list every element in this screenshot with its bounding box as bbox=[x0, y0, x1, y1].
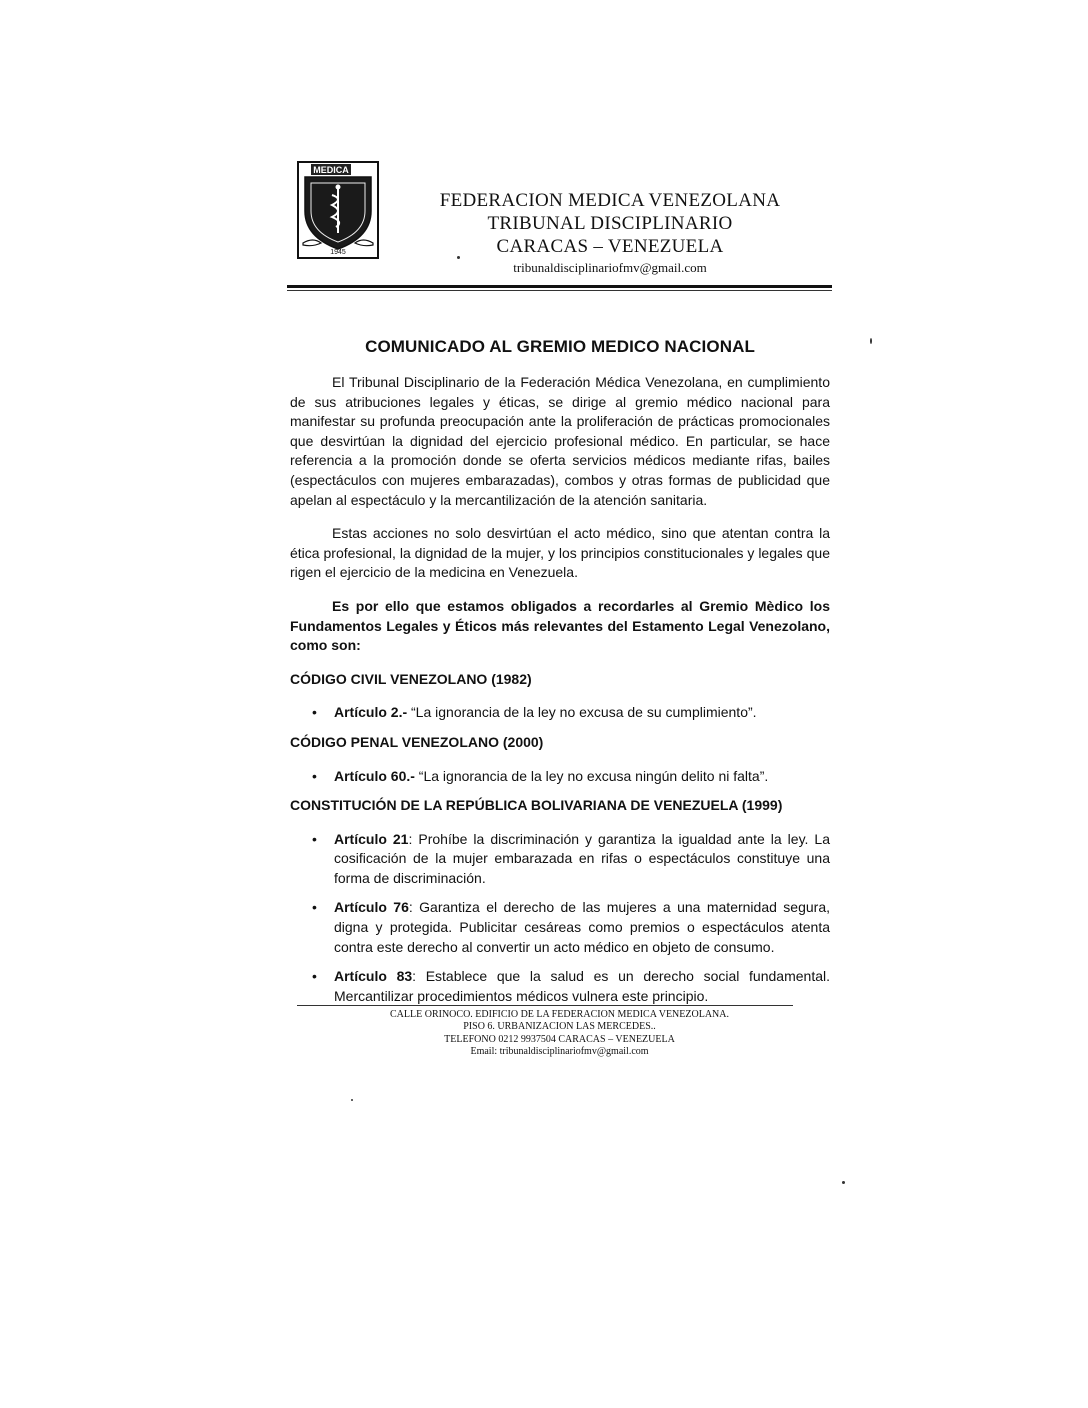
bullet-icon: • bbox=[312, 830, 317, 847]
article-text: “La ignorancia de la ley no excusa ningún delito ni falta”. bbox=[414, 767, 769, 784]
footer-line: TELEFONO 0212 9937504 CARACAS – VENEZUELA bbox=[444, 1033, 675, 1045]
list-item bbox=[290, 967, 830, 1006]
org-city: CARACAS – VENEZUELA bbox=[496, 236, 724, 257]
article-text: : Garantiza el derecho de las mujeres a una maternidad segura, digna y protegida. Publicitar cesáreas como premios o espectáculos atenta contra este derecho al convertir un acto médico en objeto de consumo. bbox=[334, 899, 830, 955]
list-item bbox=[290, 898, 830, 957]
article-label: Artículo 60.- bbox=[334, 767, 415, 784]
article-list bbox=[290, 767, 830, 787]
bullet-icon: • bbox=[312, 899, 317, 916]
footer-email: Email: tribunaldisciplinariofmv@gmail.com bbox=[470, 1046, 649, 1058]
article-text: : Prohíbe la discriminación y garantiza la igualdad ante la ley. La cosificación de la mujer embarazada en rifas o espectáculos constituye una forma de discriminación. bbox=[334, 830, 830, 886]
bullet-icon: • bbox=[312, 968, 317, 985]
list-item bbox=[290, 830, 830, 889]
list-item bbox=[290, 703, 830, 723]
logo-text-top: MEDICA bbox=[313, 165, 349, 175]
footer-line: CALLE ORINOCO. EDIFICIO DE LA FEDERACION MEDICA VENEZOLANA. bbox=[390, 1009, 729, 1020]
logo-year: 1945 bbox=[330, 249, 346, 256]
article-label: Artículo 76 bbox=[334, 899, 409, 916]
paragraph: El Tribunal Disciplinario de la Federación Médica Venezolana, en cumplimiento de sus atribuciones legales y éticas, se dirige al gremio médico nacional para manifestar su profunda preocupación ante la proliferación de prácticas promocionales que desvirtúan la dignidad del ejercicio profesional médico. En particular, se hace referencia a la promoción donde se oferta servicios médicos mediante rifas, bailes (espectáculos con mujeres embarazadas), combos y otras formas de publicidad que apelan al espectáculo y la mercantilización de la atención sanitaria. bbox=[290, 374, 830, 508]
paragraph: Estas acciones no solo desvirtúan el acto médico, sino que atentan contra la ética profesional, la dignidad de la mujer, y los principios constitucionales y legales que rigen el ejercicio de la medicina en Venezuela. bbox=[290, 525, 830, 581]
bullet-icon: • bbox=[312, 704, 317, 721]
article-text: : Establece que la salud es un derecho social fundamental. Mercantilizar procedimientos médicos vulnera este principio. bbox=[334, 968, 830, 1004]
article-list bbox=[290, 830, 830, 1007]
list-item bbox=[290, 767, 830, 787]
footer-line: PISO 6. URBANIZACION LAS MERCEDES.. bbox=[463, 1021, 656, 1033]
bullet-icon: • bbox=[312, 767, 317, 784]
footer-rule bbox=[297, 1005, 793, 1006]
scan-speck bbox=[351, 1099, 353, 1101]
scan-speck bbox=[457, 256, 460, 259]
article-label: Artículo 21 bbox=[334, 830, 409, 847]
org-header bbox=[420, 189, 800, 276]
org-tribunal: TRIBUNAL DISCIPLINARIO bbox=[487, 213, 733, 234]
article-label: Artículo 2.- bbox=[334, 704, 408, 721]
header-rule-thin bbox=[287, 290, 832, 291]
section-heading: CÓDIGO CIVIL VENEZOLANO (1982) bbox=[290, 670, 532, 687]
document-title: COMUNICADO AL GREMIO MEDICO NACIONAL bbox=[365, 337, 755, 356]
org-name: FEDERACION MEDICA VENEZOLANA bbox=[439, 190, 781, 211]
article-list bbox=[290, 703, 830, 723]
section-heading: CONSTITUCIÓN DE LA REPÚBLICA BOLIVARIANA DE VENEZUELA (1999) bbox=[290, 797, 783, 814]
section-heading: CÓDIGO PENAL VENEZOLANO (2000) bbox=[290, 733, 544, 750]
footer-address bbox=[297, 1009, 822, 1059]
scan-speck bbox=[870, 338, 872, 344]
article-label: Artículo 83 bbox=[334, 968, 413, 985]
header-rule-thick bbox=[287, 285, 832, 288]
caduceus-seal-icon bbox=[297, 161, 379, 259]
scan-speck bbox=[842, 1181, 845, 1184]
federation-logo bbox=[297, 161, 379, 259]
paragraph-emphasis: Es por ello que estamos obligados a recordarles al Gremio Mèdico los Fundamentos Legales y Éticos más relevantes del Estamento Legal Venezolano, como son: bbox=[290, 597, 830, 654]
document-body bbox=[290, 373, 830, 1016]
article-text: “La ignorancia de la ley no excusa de su cumplimiento”. bbox=[407, 704, 757, 721]
org-email: tribunaldisciplinariofmv@gmail.com bbox=[513, 260, 707, 275]
